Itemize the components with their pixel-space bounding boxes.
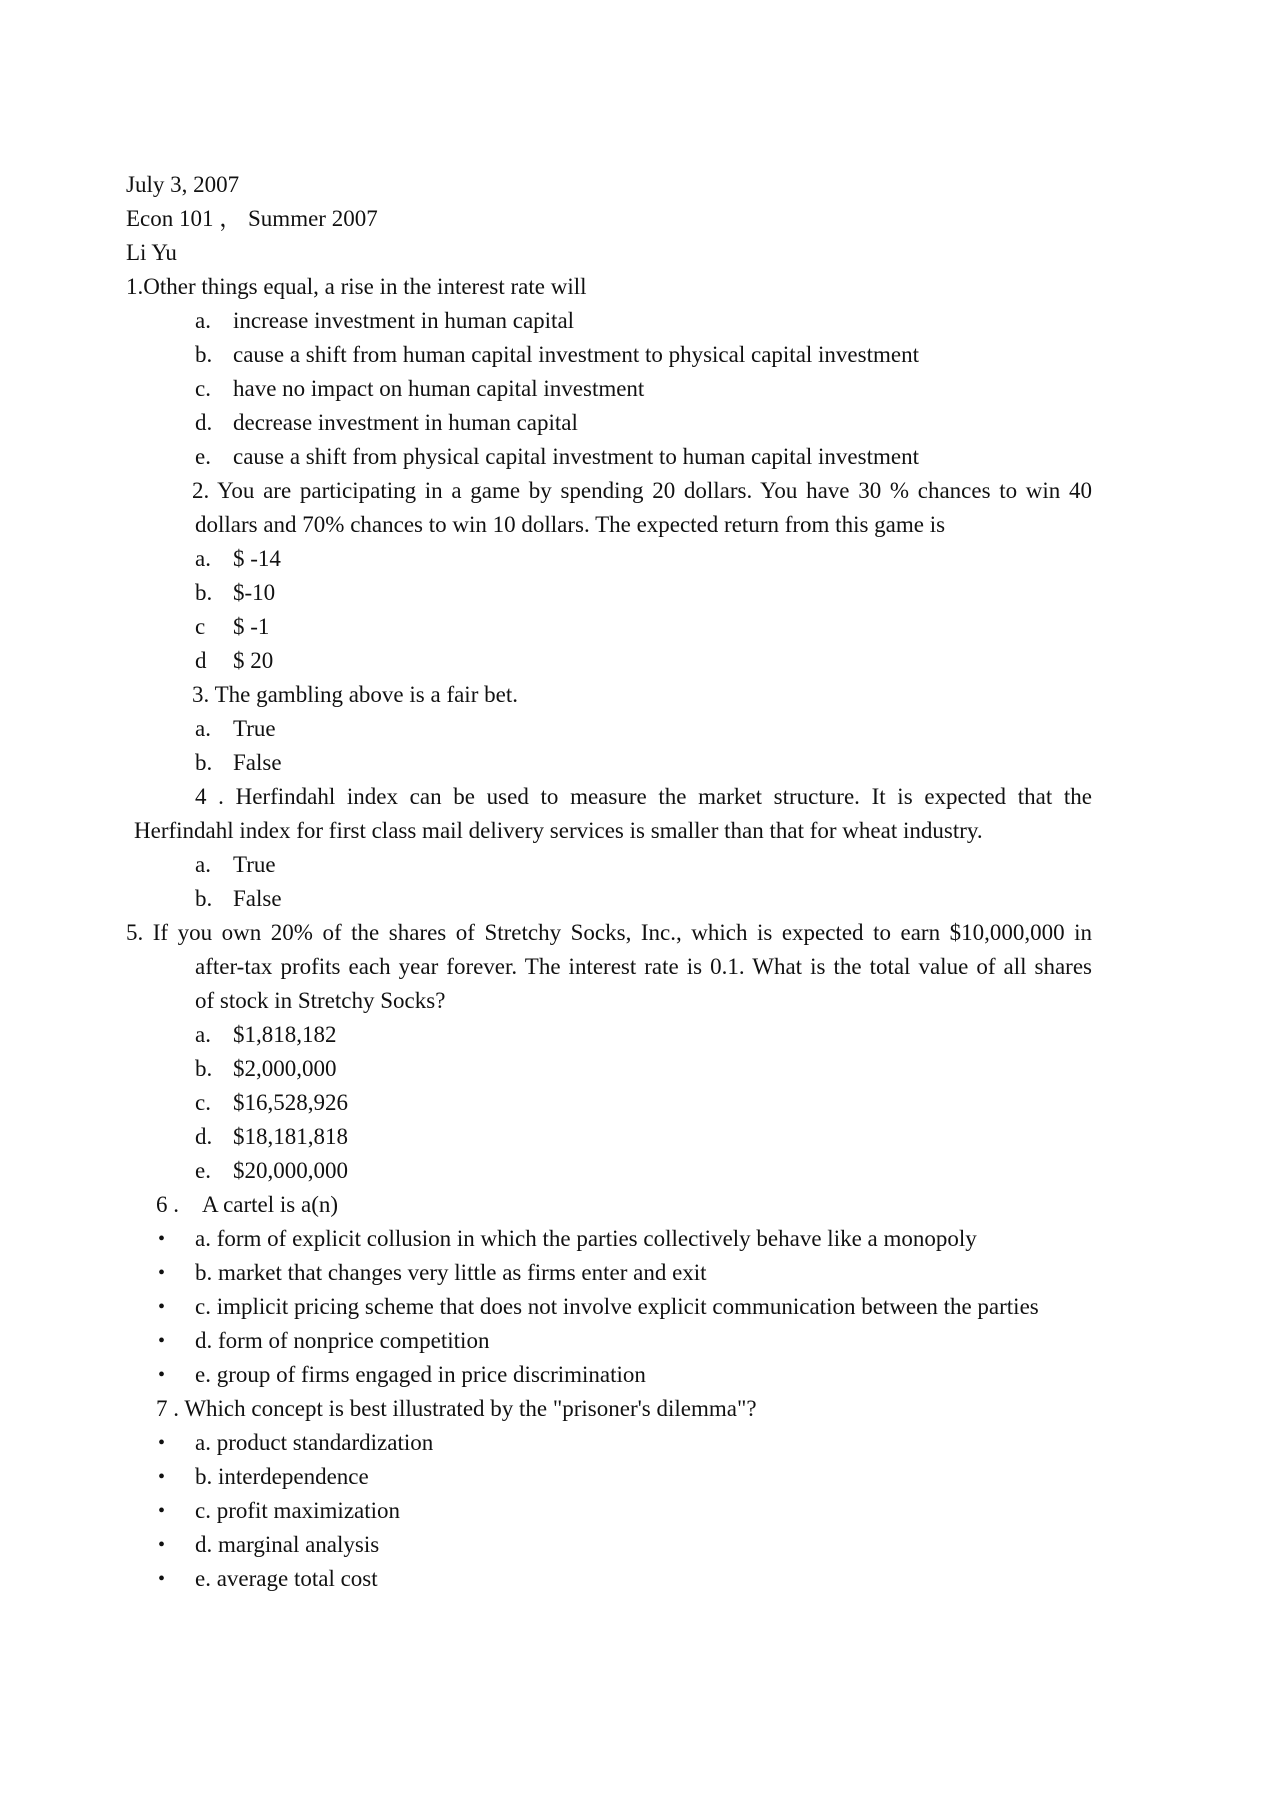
q3-option-text: False [233,750,282,775]
header-instructor: Li Yu [126,240,177,265]
question-5-stem-line-2: after-tax profits each year forever. The interest rate is 0.1. What is the total value of all shares [195,954,1092,979]
q6-option: a. form of explicit collusion in which the parties collectively behave like a monopoly [195,1226,977,1251]
question-2-stem-line-1: 2. You are participating in a game by spending 20 dollars. You have 30 % chances to win 40 [192,478,1092,503]
q2-option-letter: d [195,648,207,673]
q2-option-text: $ -14 [233,546,281,571]
q7-option: b. interdependence [195,1464,369,1489]
q2-option-letter: b. [195,580,213,605]
q5-option-letter: d. [195,1124,213,1149]
bullet-icon: • [158,1228,166,1250]
q1-option-text: cause a shift from physical capital investment to human capital investment [233,444,919,469]
question-4-stem-line-2: Herfindahl index for first class mail delivery services is smaller than that for wheat industry. [134,818,983,843]
q5-option-letter: b. [195,1056,213,1081]
q5-option-text: $2,000,000 [233,1056,337,1081]
q1-option-letter: d. [195,410,213,435]
q6-option: c. implicit pricing scheme that does not involve explicit communication between the parties [195,1294,1039,1319]
q6-option: e. group of firms engaged in price discrimination [195,1362,646,1387]
q5-option-text: $20,000,000 [233,1158,348,1183]
bullet-icon: • [158,1364,166,1386]
q1-option-text: cause a shift from human capital investment to physical capital investment [233,342,919,367]
q3-option-text: True [233,716,276,741]
question-6-stem: A cartel is a(n) [202,1192,339,1217]
q1-option-text: increase investment in human capital [233,308,575,333]
bullet-icon: • [158,1568,166,1590]
q1-option-letter: b. [195,342,213,367]
q2-option-text: $-10 [233,580,276,605]
header-date: July 3, 2007 [126,172,240,197]
q5-option-letter: c. [195,1090,211,1115]
q2-option-text: $ -1 [233,614,270,639]
q4-option-text: False [233,886,282,911]
q5-option-text: $18,181,818 [233,1124,348,1149]
bullet-icon: • [158,1500,166,1522]
q5-option-text: $16,528,926 [233,1090,348,1115]
question-2-stem-line-2: dollars and 70% chances to win 10 dollars. The expected return from this game is [195,512,946,537]
q7-option: a. product standardization [195,1430,434,1455]
bullet-icon: • [158,1432,166,1454]
header-course: Econ 101 ， Summer 2007 [126,206,378,231]
question-6-number: 6 . [156,1192,179,1217]
bullet-icon: • [158,1330,166,1352]
q3-option-letter: b. [195,750,213,775]
bullet-icon: • [158,1466,166,1488]
q1-option-text: decrease investment in human capital [233,410,578,435]
question-5-stem-line-1: 5. If you own 20% of the shares of Stretchy Socks, Inc., which is expected to earn $10,000,000 in [126,920,1092,945]
q1-option-letter: e. [195,444,211,469]
q5-option-letter: e. [195,1158,211,1183]
q7-option: c. profit maximization [195,1498,401,1523]
q1-option-text: have no impact on human capital investment [233,376,645,401]
q6-option: b. market that changes very little as firms enter and exit [195,1260,707,1285]
q5-option-text: $1,818,182 [233,1022,337,1047]
q1-option-letter: c. [195,376,211,401]
question-5-stem-line-3: of stock in Stretchy Socks? [195,988,446,1013]
q7-option: d. marginal analysis [195,1532,380,1557]
q4-option-letter: b. [195,886,213,911]
q7-option: e. average total cost [195,1566,378,1591]
bullet-icon: • [158,1262,166,1284]
bullet-icon: • [158,1296,166,1318]
q4-option-text: True [233,852,276,877]
q2-option-letter: a. [195,546,211,571]
q1-option-letter: a. [195,308,211,333]
q6-option: d. form of nonprice competition [195,1328,490,1353]
question-3-stem: 3. The gambling above is a fair bet. [192,682,518,707]
q2-option-letter: c [195,614,206,639]
q3-option-letter: a. [195,716,211,741]
question-4-stem-line-1: 4 . Herfindahl index can be used to measure the market structure. It is expected that the [195,784,1092,809]
q4-option-letter: a. [195,852,211,877]
q5-option-letter: a. [195,1022,211,1047]
question-7-stem: 7 . Which concept is best illustrated by the "prisoner's dilemma"? [156,1396,757,1421]
q2-option-text: $ 20 [233,648,274,673]
bullet-icon: • [158,1534,166,1556]
question-1-stem: 1.Other things equal, a rise in the interest rate will [126,274,587,299]
